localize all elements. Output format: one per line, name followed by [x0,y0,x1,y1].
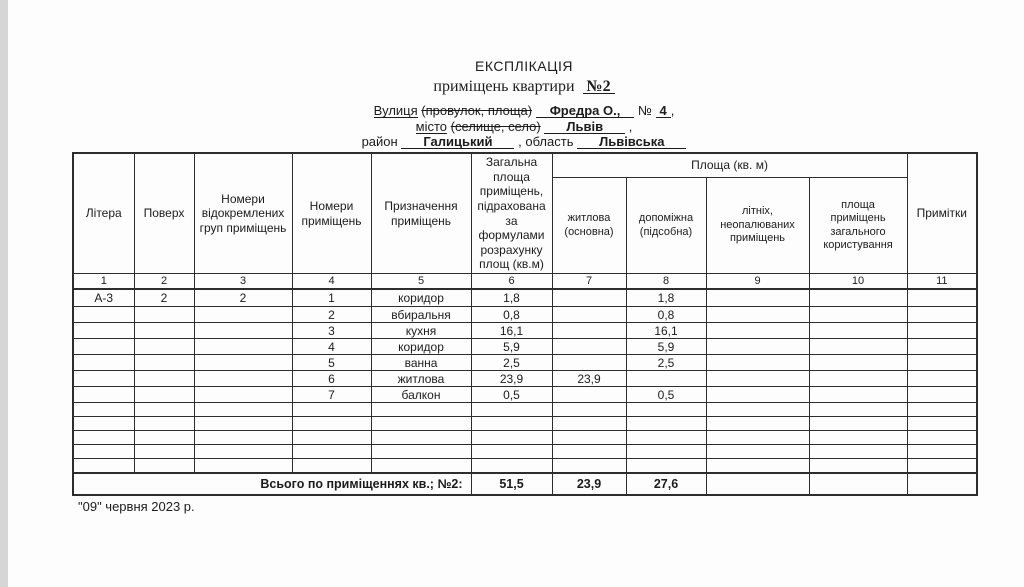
table-cell [907,339,977,355]
totals-summer-area [706,473,809,495]
table-cell [552,417,626,431]
address-line-street [72,103,976,119]
col-header-room-numbers: Номери приміщень [292,153,371,274]
col-header-total-area: Загальна площа приміщень, підрахована за формулами розрахунку площ (кв.м) [471,153,552,274]
area-band-header: Площа (кв. м) [552,153,907,178]
table-cell [706,371,809,387]
city-label: місто [415,118,448,134]
col-number: 8 [626,274,706,290]
table-cell [292,403,371,417]
col-number: 3 [194,274,292,290]
col-number: 4 [292,274,371,290]
table-cell [194,355,292,371]
page-edge-strip [0,0,8,587]
table-cell [626,371,706,387]
table-cell [907,403,977,417]
street-label: Вулиця [373,103,418,118]
table-cell [907,459,977,474]
table-cell [809,307,907,323]
table-cell [371,403,471,417]
table-cell [194,323,292,339]
table-cell [73,339,134,355]
table-cell: коридор [371,339,471,355]
table-cell [809,339,907,355]
col-header-purpose: Призначення приміщень [371,153,471,274]
table-cell [371,431,471,445]
table-cell [73,323,134,339]
table-cell: А-3 [73,289,134,307]
table-cell [907,445,977,459]
table-cell [809,459,907,474]
subtitle-text: приміщень квартири [433,78,575,95]
oblast-label: , область [518,134,574,149]
col-number: 11 [907,274,977,290]
table-cell [471,459,552,474]
table-cell [706,387,809,403]
col-header-group-numbers: Номери відокремлених груп приміщень [194,153,292,274]
table-cell: 0,8 [626,307,706,323]
table-cell: житлова [371,371,471,387]
table-cell [134,371,194,387]
table-cell [73,459,134,474]
number-sign: № [637,103,652,118]
col-number: 10 [809,274,907,290]
table-cell: 1 [292,289,371,307]
table-cell [706,459,809,474]
table-cell [292,445,371,459]
table-cell [809,289,907,307]
city-value: Львів [544,120,625,134]
table-cell [134,431,194,445]
table-cell [134,307,194,323]
table-cell [194,403,292,417]
table-cell [73,355,134,371]
district-value: Галицький [401,135,514,149]
table-cell [706,355,809,371]
table-cell [134,355,194,371]
table-cell [552,355,626,371]
table-row [73,355,977,371]
table-cell [73,417,134,431]
col-number: 6 [471,274,552,290]
table-cell [134,459,194,474]
table-cell [706,445,809,459]
table-cell [371,445,471,459]
col-header-summer: літніх, неопалюваних приміщень [706,178,809,274]
table-cell [471,403,552,417]
table-cell: 2 [194,289,292,307]
table-cell [907,387,977,403]
table-cell [809,403,907,417]
table-cell [134,323,194,339]
table-cell [194,431,292,445]
totals-living-area: 23,9 [552,473,626,495]
table-cell [706,417,809,431]
table-cell [194,459,292,474]
table-cell [706,431,809,445]
table-cell [471,445,552,459]
table-cell [626,459,706,474]
table-cell: кухня [371,323,471,339]
table-cell [471,431,552,445]
table-cell [907,307,977,323]
date-line: "09" червня 2023 р. [78,499,195,514]
table-cell: 0,5 [471,387,552,403]
totals-notes [907,473,977,495]
street-value: Фредра О., [536,104,635,118]
totals-auxiliary-area: 27,6 [626,473,706,495]
table-cell: 3 [292,323,371,339]
table-cell [809,323,907,339]
table-cell: ванна [371,355,471,371]
table-cell: коридор [371,289,471,307]
table-cell [552,459,626,474]
table-cell [907,323,977,339]
table-cell [907,431,977,445]
totals-total-area: 51,5 [471,473,552,495]
col-header-living: житлова (основна) [552,178,626,274]
table-cell [552,339,626,355]
table-cell [194,339,292,355]
address-line-city [72,119,976,135]
column-number-row [73,274,977,290]
table-cell [134,387,194,403]
col-header-floor: Поверх [134,153,194,274]
col-header-auxiliary: допоміжна (підсобна) [626,178,706,274]
table-cell: 0,5 [626,387,706,403]
district-label: район [361,134,398,149]
header-band-row [73,153,977,178]
table-cell: вбиральня [371,307,471,323]
table-cell [194,445,292,459]
table-cell: 23,9 [552,371,626,387]
table-cell [134,339,194,355]
oblast-value: Львівська [577,135,686,149]
table-cell [809,355,907,371]
table-cell [552,307,626,323]
table-cell [626,445,706,459]
table-cell: 5 [292,355,371,371]
table-cell [809,371,907,387]
table-row [73,403,977,417]
table-cell [809,417,907,431]
explication-table [72,152,978,496]
table-cell: 4 [292,339,371,355]
table-cell [552,387,626,403]
table-cell [809,445,907,459]
table-cell [907,371,977,387]
col-number: 2 [134,274,194,290]
document-title: ЕКСПЛІКАЦІЯ [475,58,573,74]
table-cell: 6 [292,371,371,387]
table-cell: 2 [292,307,371,323]
table-cell: 16,1 [626,323,706,339]
table-cell: 0,8 [471,307,552,323]
table-cell [626,417,706,431]
table-cell [626,403,706,417]
table-cell: 5,9 [626,339,706,355]
table-cell [73,403,134,417]
table-cell: 2,5 [471,355,552,371]
col-number: 9 [706,274,809,290]
col-number: 1 [73,274,134,290]
table-cell [626,431,706,445]
table-cell [371,417,471,431]
apartment-number: №2 [583,80,615,94]
table-cell: 2 [134,289,194,307]
street-struck-options: (провулок, площа) [421,103,533,118]
table-cell [73,431,134,445]
table-cell [552,445,626,459]
table-row [73,387,977,403]
table-cell: 1,8 [471,289,552,307]
col-header-letter: Літера [73,153,134,274]
table-cell [907,355,977,371]
col-header-notes: Примітки [907,153,977,274]
table-cell [706,289,809,307]
table-cell [134,403,194,417]
table-cell: 16,1 [471,323,552,339]
table-cell [706,307,809,323]
table-cell [907,289,977,307]
totals-row [73,473,977,495]
table-cell: 5,9 [471,339,552,355]
city-struck-options: (селище, село) [450,118,541,134]
table-cell: 1,8 [626,289,706,307]
table-cell [194,307,292,323]
table-cell [706,403,809,417]
table-row [73,445,977,459]
table-cell [73,445,134,459]
col-number: 7 [552,274,626,290]
table-cell [73,387,134,403]
table-cell [292,459,371,474]
city-tail: , [628,118,633,134]
document-header [72,58,976,150]
table-cell [552,323,626,339]
table-cell [809,431,907,445]
table-cell [706,339,809,355]
totals-label: Всього по приміщеннях кв.; №2: [73,473,471,495]
house-number: 4 [656,104,671,118]
col-number: 5 [371,274,471,290]
table-cell [552,431,626,445]
table-row [73,339,977,355]
totals-common-area [809,473,907,495]
table-cell [809,387,907,403]
table-cell [73,371,134,387]
table-row [73,459,977,474]
table-cell [907,417,977,431]
table-cell: 23,9 [471,371,552,387]
table-cell [706,323,809,339]
table-row [73,323,977,339]
table-cell [292,417,371,431]
table-row [73,417,977,431]
table-cell [552,289,626,307]
table-row [73,371,977,387]
table-cell [134,445,194,459]
table-cell [73,307,134,323]
table-cell [371,459,471,474]
address-line-district [72,134,976,150]
table-cell [471,417,552,431]
table-row [73,307,977,323]
table-cell [292,431,371,445]
table-body [73,289,977,473]
table-cell: 7 [292,387,371,403]
table-row [73,289,977,307]
table-row [73,431,977,445]
street-tail: , [670,103,675,118]
col-header-common: площа приміщень загального користування [809,178,907,274]
table-cell [194,387,292,403]
table-cell [194,371,292,387]
table-cell [552,403,626,417]
document-subtitle [72,78,976,96]
table-cell [134,417,194,431]
table-cell: 2,5 [626,355,706,371]
table-cell: балкон [371,387,471,403]
table-cell [194,417,292,431]
